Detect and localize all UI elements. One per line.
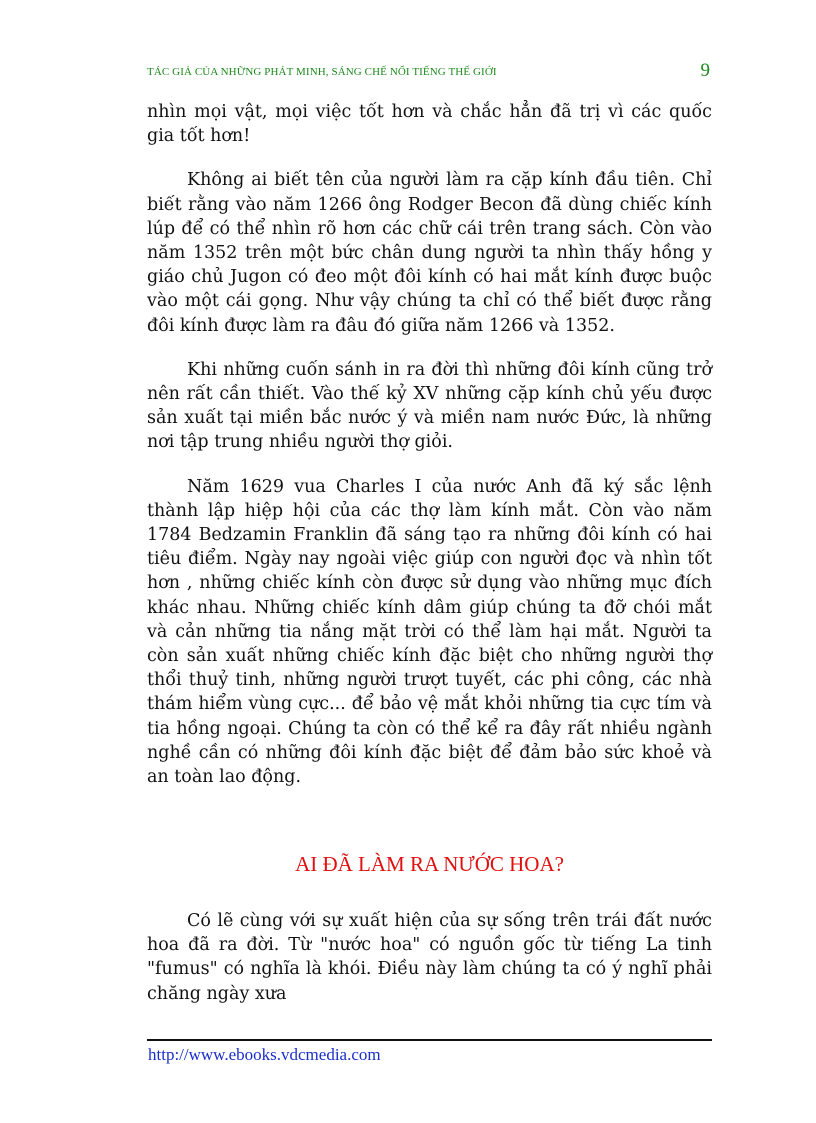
paragraph-perfume-intro: Có lẽ cùng với sự xuất hiện của sự sống trên trái đất nước hoa đã ra đời. Từ "nước hoa" có nguồn gốc từ tiếng La tinh "fumus" có nghĩa là khói. Điều này làm chúng ta có ý nghĩ phải chăng ngày xưa <box>147 911 712 1004</box>
footer-divider <box>147 1039 712 1041</box>
section-heading: AI ĐÃ LÀM RA NƯỚC HOA? <box>295 852 564 876</box>
paragraph-first-glasses: Không ai biết tên của người làm ra cặp kính đầu tiên. Chỉ biết rằng vào năm 1266 ông Rodger Becon đã dùng chiếc kính lúp để có thể nhìn rõ hơn các chữ cái trên trang sách. Còn vào năm 1352 trên một bức chân dung người ta nhìn thấy hồng y giáo chủ Jugon có đeo một đôi kính có hai mắt kính được buộc vào một cái gọng. Như vậy chúng ta chỉ có thể biết được rằng đôi kính được làm ra đâu đó giữa năm 1266 và 1352. <box>147 170 712 336</box>
running-header-title: TÁC GIẢ CỦA NHỮNG PHÁT MINH, SÁNG CHẾ NỔI TIẾNG THẾ GIỚI <box>147 66 497 78</box>
footer-website-link[interactable]: http://www.ebooks.vdcmedia.com <box>148 1045 381 1064</box>
paragraph-printed-books: Khi những cuốn sánh in ra đời thì những đôi kính cũng trở nên rất cần thiết. Vào thế kỷ XV những cặp kính chủ yếu được sản xuất tại miền bắc nước ý và miền nam nước Đức, là những nơi tập trung nhiều người thợ giỏi. <box>147 359 712 453</box>
section-text <box>147 909 712 1026</box>
page-header <box>147 60 712 84</box>
paragraph-uses-of-glasses: Năm 1629 vua Charles I của nước Anh đã ký sắc lệnh thành lập hiệp hội của các thợ làm kính mắt. Còn vào năm 1784 Bedzamin Franklin đã sáng tạo ra những đôi kính có hai tiêu điểm. Ngày nay ngoài việc giúp con người đọc và nhìn tốt hơn , những chiếc kính còn được sử dụng vào những mục đích khác nhau. Những chiếc kính dâm giúp chúng ta đỡ chói mắt và cản những tia nắng mặt trời có thể làm hại mắt. Người ta còn sản xuất những chiếc kính đặc biệt cho những người thợ thổi thuỷ tinh, những người trượt tuyết, các phi công, các nhà thám hiểm vùng cực... để bảo vệ mắt khỏi những tia cực tím và tia hồng ngoại. Chúng ta còn có thể kể ra đây rất nhiều ngành nghề cần có những đôi kính đặc biệt để đảm bảo sức khoẻ và an toàn lao động. <box>147 476 712 788</box>
page-number: 9 <box>700 60 710 81</box>
main-text <box>147 100 712 809</box>
paragraph-continuation: nhìn mọi vật, mọi việc tốt hơn và chắc hẳn đã trị vì các quốc gia tốt hơn! <box>147 102 712 147</box>
